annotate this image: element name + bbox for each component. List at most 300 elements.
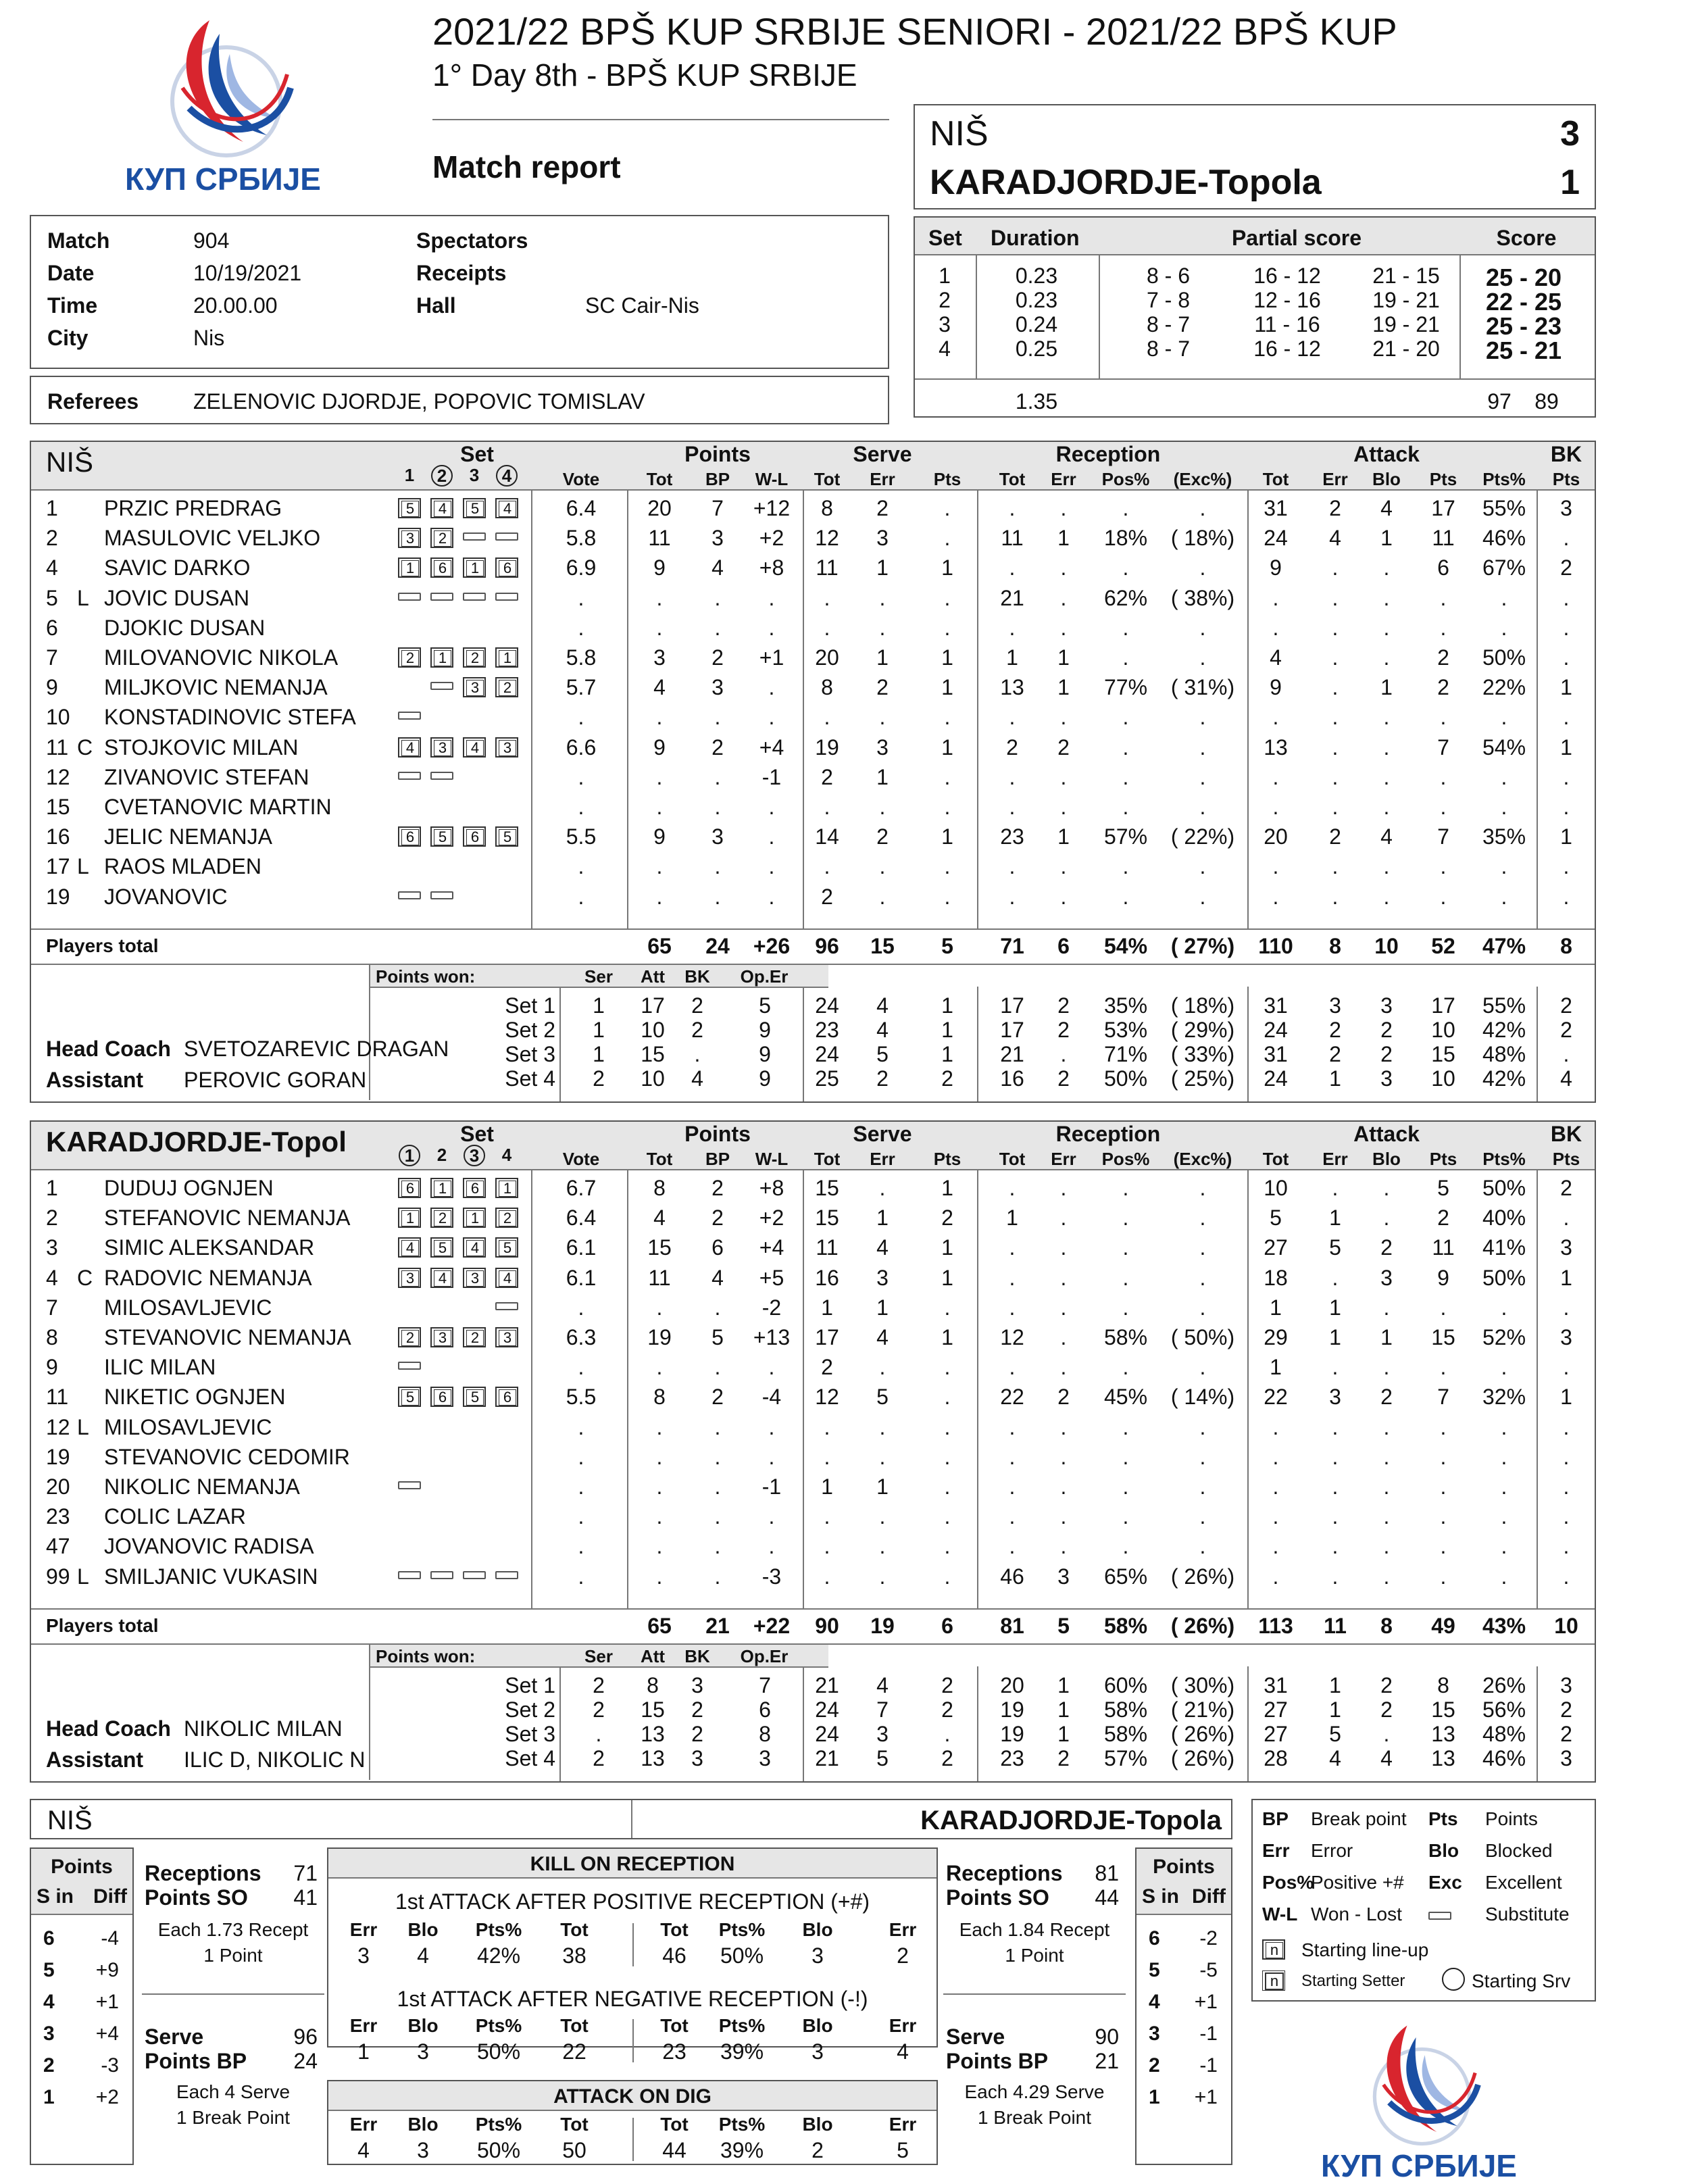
rotation-diff: +4: [95, 2022, 119, 2045]
stat-r_pos: 45%: [1103, 1385, 1148, 1410]
kill-col-header: Pts%: [718, 2114, 766, 2135]
stat-r_err: .: [1060, 1325, 1067, 1349]
kill-value: 2: [811, 2138, 824, 2162]
points-so-value: 41: [293, 1885, 318, 1910]
stat-r_err: .: [1060, 1265, 1067, 1290]
set-stat-r_err: .: [1060, 1042, 1067, 1066]
stat-vote: 6.9: [566, 555, 597, 580]
set-stat-s_pts: 2: [941, 1066, 953, 1091]
starting-position: [430, 1327, 453, 1347]
set-number: 3: [939, 312, 951, 337]
stat-bp: 4: [711, 555, 724, 580]
stat-bp: .: [714, 1534, 721, 1559]
stat-tot: .: [656, 705, 663, 730]
assistant-label: Assistant: [46, 1068, 144, 1092]
stat-r_tot: .: [1009, 1444, 1016, 1469]
player-number: 20: [46, 1474, 70, 1499]
player-number: 19: [46, 884, 70, 909]
stat-s_err: 3: [876, 526, 889, 551]
stat-s_tot: 11: [816, 1235, 839, 1260]
team-name: KARADJORDJE-Topol: [46, 1126, 347, 1158]
stat-a_err: 2: [1329, 496, 1341, 520]
player-name: MILOSAVLJEVIC: [104, 1295, 272, 1320]
stat-bk: 3: [1560, 1235, 1572, 1260]
set-stat-a_tot: 31: [1264, 993, 1288, 1018]
player-name: SIMIC ALEKSANDAR: [104, 1235, 315, 1260]
stat-s_err: .: [879, 615, 886, 640]
set-stat-a_blo: 3: [1380, 1066, 1393, 1091]
player-name: MILOVANOVIC NIKOLA: [104, 645, 339, 670]
set-stat-bk: 3: [691, 1746, 703, 1770]
stat-bk: 1: [1560, 824, 1572, 849]
stat-vote: .: [578, 585, 584, 610]
stat-r_err: .: [1060, 1355, 1067, 1380]
stat-bp: 3: [711, 675, 724, 700]
cup-logo-bottom: [1304, 2014, 1534, 2183]
starting-position: [430, 498, 453, 518]
stat-a_blo: .: [1383, 795, 1390, 819]
kill-col-header: Tot: [660, 2114, 689, 2135]
substitute-marker: [495, 532, 518, 541]
column-header-tot: Tot: [814, 1149, 841, 1169]
player-number: 7: [46, 645, 58, 670]
stat-r_err: .: [1060, 764, 1067, 789]
stat-bp: 5: [711, 1325, 724, 1349]
player-number: 2: [46, 1206, 58, 1231]
diff-label: Diff: [93, 1885, 127, 1908]
stat-a_pts: 2: [1437, 645, 1449, 670]
stat-bk: .: [1563, 585, 1570, 610]
stat-a_tot: 31: [1264, 496, 1288, 520]
player-name: DJOKIC DUSAN: [104, 615, 266, 640]
rotation-number: 6: [43, 1927, 55, 1950]
set-stat-a_pts: 15: [1431, 1697, 1455, 1722]
stat-a_pts: 7: [1437, 1385, 1449, 1410]
stat-a_tot: 4: [1270, 645, 1282, 670]
team-name: NIŠ: [46, 446, 94, 478]
player-name: MASULOVIC VELJKO: [104, 526, 321, 551]
set-stat-r_tot: 19: [1000, 1722, 1024, 1746]
attack-on-dig-box: [327, 2080, 938, 2165]
stat-vote: 5.5: [566, 1385, 597, 1410]
stat-tot: 9: [653, 555, 666, 580]
away-sets-won: 1: [1560, 163, 1580, 202]
stat-bk: .: [1563, 1474, 1570, 1499]
kill-value: 50%: [720, 1943, 764, 1968]
points-so-label: Points SO: [145, 1885, 248, 1910]
home-rotation-points: [30, 1847, 134, 2165]
points-so-value: 44: [1095, 1885, 1119, 1910]
position-number: 5: [499, 1240, 516, 1256]
kill-value: 4: [357, 2138, 370, 2162]
stat-vote: .: [578, 1414, 584, 1439]
player-number: 9: [46, 1355, 58, 1380]
logo-text: КУП СРБИЈЕ: [125, 162, 321, 197]
stat-tot: 20: [647, 496, 672, 520]
set-stat-ser: 2: [593, 1697, 605, 1722]
set-stat-a_blo: .: [1383, 1722, 1390, 1746]
set-score: 25 - 23: [1485, 312, 1562, 340]
starting-serve-set-number: [393, 1145, 426, 1166]
stat-s_err: 3: [876, 735, 889, 760]
starting-position: [398, 1268, 421, 1288]
stat-tot: 3: [653, 645, 666, 670]
rotation-diff: -1: [1199, 2054, 1218, 2077]
position-number: 6: [434, 560, 451, 576]
stat-a_blo: 4: [1380, 496, 1393, 520]
column-header-err: Err: [1051, 469, 1076, 489]
total-s_pts: 6: [941, 1614, 953, 1638]
stat-s_pts: 1: [941, 1176, 953, 1200]
starting-position: [398, 1208, 421, 1228]
stat-a_pts: .: [1440, 1504, 1447, 1529]
player-number: 19: [46, 1444, 70, 1469]
rotation-number: 3: [1149, 2022, 1160, 2045]
match-report-label: Match report: [432, 149, 621, 184]
stat-wl: +2: [759, 1206, 784, 1231]
set-stat-r_pos: 60%: [1103, 1673, 1148, 1697]
partial-score: 21 - 15: [1372, 264, 1440, 288]
position-number: 6: [401, 829, 419, 845]
set-number-header: 3: [469, 465, 480, 485]
set-stat-r_tot: 16: [1000, 1066, 1024, 1091]
away-reception-summary: [943, 1852, 1126, 2162]
player-number: 17: [46, 854, 70, 879]
head-coach-name: NIKOLIC MILAN: [184, 1716, 343, 1741]
partial-score: 7 - 8: [1146, 288, 1191, 312]
legend-abbr: Pos%: [1262, 1872, 1314, 1893]
player-name: JOVANOVIC RADISA: [104, 1534, 314, 1559]
substitute-marker: [430, 593, 453, 601]
substitute-marker: [495, 1571, 518, 1579]
stat-a_err: .: [1332, 585, 1339, 610]
set-number-circle: 4: [496, 465, 518, 487]
stat-s_tot: 2: [821, 884, 833, 909]
bk-header: BK: [684, 1646, 710, 1666]
stat-tot: .: [656, 1295, 663, 1320]
set-stat-a_pct: 48%: [1482, 1722, 1526, 1746]
points-group-header: Points: [684, 1122, 751, 1146]
points-bp-label: Points BP: [946, 2049, 1049, 2073]
substitute-marker: [430, 1571, 453, 1579]
total-s_pts: 5: [941, 934, 953, 958]
stat-r_pos: .: [1122, 1235, 1129, 1260]
stat-r_err: .: [1060, 615, 1067, 640]
stat-a_pts: .: [1440, 854, 1447, 879]
starting-position: [430, 1268, 453, 1288]
starting-position: [463, 1327, 486, 1347]
stat-tot: 9: [653, 824, 666, 849]
stat-s_tot: 12: [815, 526, 839, 551]
set-label: Set 4: [505, 1066, 555, 1091]
stat-r_pos: .: [1122, 1504, 1129, 1529]
stat-wl: -3: [761, 1564, 782, 1589]
stat-s_tot: 14: [815, 824, 839, 849]
stat-bp: 2: [711, 645, 724, 670]
stat-r_pos: .: [1122, 705, 1129, 730]
stat-vote: 6.4: [566, 496, 597, 520]
total-wl: +22: [753, 1614, 791, 1638]
set-stat-op: 9: [759, 1042, 771, 1066]
set-stat-a_pts: 10: [1431, 1018, 1455, 1042]
stat-wl: .: [768, 824, 775, 849]
stat-tot: 11: [648, 1265, 671, 1290]
substitute-marker: [398, 1571, 421, 1579]
set-stat-a_blo: 2: [1380, 1673, 1393, 1697]
partial-score: 12 - 16: [1253, 288, 1321, 312]
column-header-exc: (Exc%): [1173, 469, 1232, 489]
stat-s_tot: 11: [816, 555, 839, 580]
kill-divider: [632, 2019, 634, 2062]
stat-bk: .: [1563, 1504, 1570, 1529]
stat-r_exc: .: [1199, 1265, 1206, 1290]
total-tot: 65: [647, 934, 672, 958]
match-info-box: [30, 215, 889, 369]
stat-a_pts: 11: [1432, 526, 1455, 551]
total-s_err: 15: [870, 934, 895, 958]
stat-a_tot: 22: [1264, 1385, 1288, 1410]
stat-tot: 8: [653, 1385, 666, 1410]
stat-s_pts: .: [944, 884, 951, 909]
stat-r_tot: .: [1009, 615, 1016, 640]
stat-s_pts: 1: [941, 555, 953, 580]
serve-value: 90: [1095, 2025, 1119, 2049]
starting-position: [463, 647, 486, 668]
set-stat-r_tot: 20: [1000, 1673, 1024, 1697]
stat-tot: 19: [647, 1325, 672, 1349]
stat-bk: .: [1563, 705, 1570, 730]
player-number: 23: [46, 1504, 70, 1529]
rotation-number: 4: [43, 1991, 55, 2013]
stat-a_err: .: [1332, 675, 1339, 700]
stat-a_tot: 9: [1270, 675, 1282, 700]
set-stat-r_err: 2: [1057, 1066, 1070, 1091]
substitute-marker: [463, 532, 486, 541]
stat-r_err: 2: [1057, 735, 1070, 760]
stat-r_exc: .: [1199, 1176, 1206, 1200]
referees-box: [30, 376, 889, 424]
set-stat-r_pos: 58%: [1103, 1697, 1148, 1722]
set-stat-s_tot: 24: [815, 1722, 839, 1746]
player-name: MILJKOVIC NEMANJA: [104, 675, 328, 700]
stat-vote: 6.7: [566, 1176, 597, 1200]
stat-a_blo: 3: [1380, 1265, 1393, 1290]
set-scores-box: [914, 216, 1596, 418]
substitute-marker: [398, 772, 421, 780]
set-stat-r_err: 1: [1057, 1697, 1070, 1722]
set-duration: 0.23: [1015, 264, 1058, 288]
away-team-name: KARADJORDJE-Topola: [930, 163, 1322, 202]
stat-r_tot: .: [1009, 1265, 1016, 1290]
stat-r_err: .: [1060, 555, 1067, 580]
stat-s_tot: .: [824, 615, 830, 640]
substitute-marker: [398, 891, 421, 899]
stat-a_pts: 11: [1432, 1235, 1455, 1260]
stat-wl: .: [768, 615, 775, 640]
ser-header: Ser: [584, 1646, 613, 1666]
total-r_exc: ( 27%): [1170, 934, 1235, 958]
stat-r_err: 1: [1057, 824, 1070, 849]
set-stat-s_tot: 21: [815, 1673, 839, 1697]
stat-vote: .: [578, 854, 584, 879]
stat-s_pts: 1: [941, 1265, 953, 1290]
stat-vote: .: [578, 1444, 584, 1469]
column-header-tot: Tot: [999, 1149, 1026, 1169]
stat-r_err: .: [1060, 1474, 1067, 1499]
column-divider: [531, 1169, 532, 1608]
stat-r_err: 1: [1057, 675, 1070, 700]
set-stat-a_blo: 2: [1380, 1018, 1393, 1042]
stat-r_tot: 22: [1000, 1385, 1024, 1410]
player-number: 12: [46, 764, 70, 789]
starting-position: [495, 737, 518, 758]
position-number: 1: [466, 560, 484, 576]
kill-on-reception-title: KILL ON RECEPTION: [530, 1853, 735, 1875]
stat-a_pct: .: [1501, 1444, 1507, 1469]
stat-a_blo: .: [1383, 1176, 1390, 1200]
break-point: 1 Break Point: [977, 2107, 1092, 2128]
set-stat-bkp: 3: [1560, 1746, 1572, 1770]
stat-s_tot: 2: [821, 1355, 833, 1380]
stat-r_err: .: [1060, 795, 1067, 819]
starting-position: [463, 1178, 486, 1198]
stat-bp: .: [714, 705, 721, 730]
starting-serve-icon: [1442, 1968, 1465, 1991]
totals-divider: [31, 928, 1595, 930]
player-number: 7: [46, 1295, 58, 1320]
stat-tot: 8: [653, 1176, 666, 1200]
rotation-diff: -1: [1199, 2022, 1218, 2045]
player-number: 1: [46, 496, 58, 520]
stat-a_blo: 1: [1380, 1325, 1393, 1349]
stat-vote: .: [578, 764, 584, 789]
stat-r_tot: 1: [1006, 645, 1018, 670]
stat-r_tot: 23: [1000, 824, 1024, 849]
position-number: 4: [466, 1240, 484, 1256]
set-stat-r_pos: 57%: [1103, 1746, 1148, 1770]
set-stat-s_err: 4: [876, 1673, 889, 1697]
total-a_err: 8: [1329, 934, 1341, 958]
stat-a_err: .: [1332, 884, 1339, 909]
stat-vote: 6.1: [566, 1235, 597, 1260]
stat-a_pct: 22%: [1482, 675, 1526, 700]
stat-s_err: .: [879, 1176, 886, 1200]
stat-wl: +1: [759, 645, 784, 670]
set-stat-r_pos: 50%: [1103, 1066, 1148, 1091]
stat-a_err: .: [1332, 735, 1339, 760]
set-stat-a_pts: 17: [1431, 993, 1455, 1018]
set-stat-ser: 2: [593, 1066, 605, 1091]
stat-a_pct: .: [1501, 795, 1507, 819]
stat-a_tot: .: [1272, 795, 1279, 819]
set-stat-r_tot: 19: [1000, 1697, 1024, 1722]
legend-meaning: Excellent: [1485, 1872, 1562, 1893]
position-number: 3: [466, 1270, 484, 1287]
position-number: 4: [434, 501, 451, 517]
serve-group-header: Serve: [853, 442, 912, 466]
set-stat-r_err: 1: [1057, 1673, 1070, 1697]
set-stat-ser: 2: [593, 1746, 605, 1770]
starting-lineup-icon: [1262, 1939, 1285, 1960]
receptions-value: 81: [1095, 1861, 1119, 1885]
set-stat-ser: 1: [593, 1018, 605, 1042]
stat-tot: .: [656, 1355, 663, 1380]
set-stat-s_err: 4: [876, 1018, 889, 1042]
starting-position: [398, 737, 421, 758]
stat-r_exc: .: [1199, 1534, 1206, 1559]
position-number: 1: [401, 1210, 419, 1226]
starting-position: [398, 826, 421, 847]
stat-r_pos: 57%: [1103, 824, 1148, 849]
stat-wl: +8: [759, 1176, 784, 1200]
stat-a_tot: 1: [1270, 1295, 1282, 1320]
stat-a_pts: .: [1440, 1564, 1447, 1589]
kill-divider: [632, 2118, 634, 2161]
set-stat-a_tot: 31: [1264, 1042, 1288, 1066]
stat-bp: 3: [711, 824, 724, 849]
receptions-label: Receptions: [145, 1861, 261, 1885]
set-stat-bk: 2: [691, 993, 703, 1018]
column-header-blo: Blo: [1372, 1149, 1401, 1169]
stat-a_err: 1: [1329, 1206, 1341, 1231]
stat-bk: .: [1563, 1206, 1570, 1231]
assistant-name: PEROVIC GORAN: [184, 1068, 367, 1092]
starting-position: [495, 677, 518, 697]
stat-r_pos: 58%: [1103, 1325, 1148, 1349]
stat-a_pts: 6: [1437, 555, 1449, 580]
stat-wl: .: [768, 675, 775, 700]
total-r_pos: 58%: [1103, 1614, 1148, 1638]
substitute-marker: [430, 891, 453, 899]
set-stat-s_tot: 23: [815, 1018, 839, 1042]
set-label: Set 2: [505, 1018, 555, 1042]
stat-r_exc: .: [1199, 854, 1206, 879]
reception-group-header: Reception: [1055, 442, 1161, 466]
stat-s_pts: .: [944, 705, 951, 730]
stat-s_pts: 1: [941, 824, 953, 849]
position-number: 3: [401, 1270, 419, 1287]
stat-a_err: .: [1332, 615, 1339, 640]
stat-s_tot: .: [824, 705, 830, 730]
total-s_err: 19: [870, 1614, 895, 1638]
stat-a_err: .: [1332, 1504, 1339, 1529]
stat-r_err: .: [1060, 1504, 1067, 1529]
stat-wl: +2: [759, 526, 784, 551]
kill-col-header: Pts%: [475, 1919, 522, 1940]
stat-r_exc: .: [1199, 764, 1206, 789]
stat-s_pts: .: [944, 1385, 951, 1410]
stat-wl: -1: [761, 764, 782, 789]
player-number: 4: [46, 1265, 58, 1290]
player-number: 9: [46, 675, 58, 700]
position-number: 5: [466, 501, 484, 517]
set-number-circle: 3: [464, 1145, 485, 1166]
stat-tot: .: [656, 1414, 663, 1439]
summary-team-bar: [30, 1799, 1232, 1839]
stat-wl: .: [768, 795, 775, 819]
logo-text: КУП СРБИЈЕ: [1321, 2148, 1517, 2183]
stat-a_tot: 5: [1270, 1206, 1282, 1231]
substitute-marker: [430, 772, 453, 780]
stat-r_tot: 12: [1000, 1325, 1024, 1349]
player-number: 12: [46, 1414, 70, 1439]
substitute-marker: [398, 593, 421, 601]
bk-header: BK: [684, 966, 710, 987]
head-coach-name: SVETOZAREVIC DRAGAN: [184, 1037, 449, 1061]
stat-a_tot: 29: [1264, 1325, 1288, 1349]
kill-col-header: Blo: [407, 1919, 439, 1940]
set-stat-r_tot: 17: [1000, 993, 1024, 1018]
